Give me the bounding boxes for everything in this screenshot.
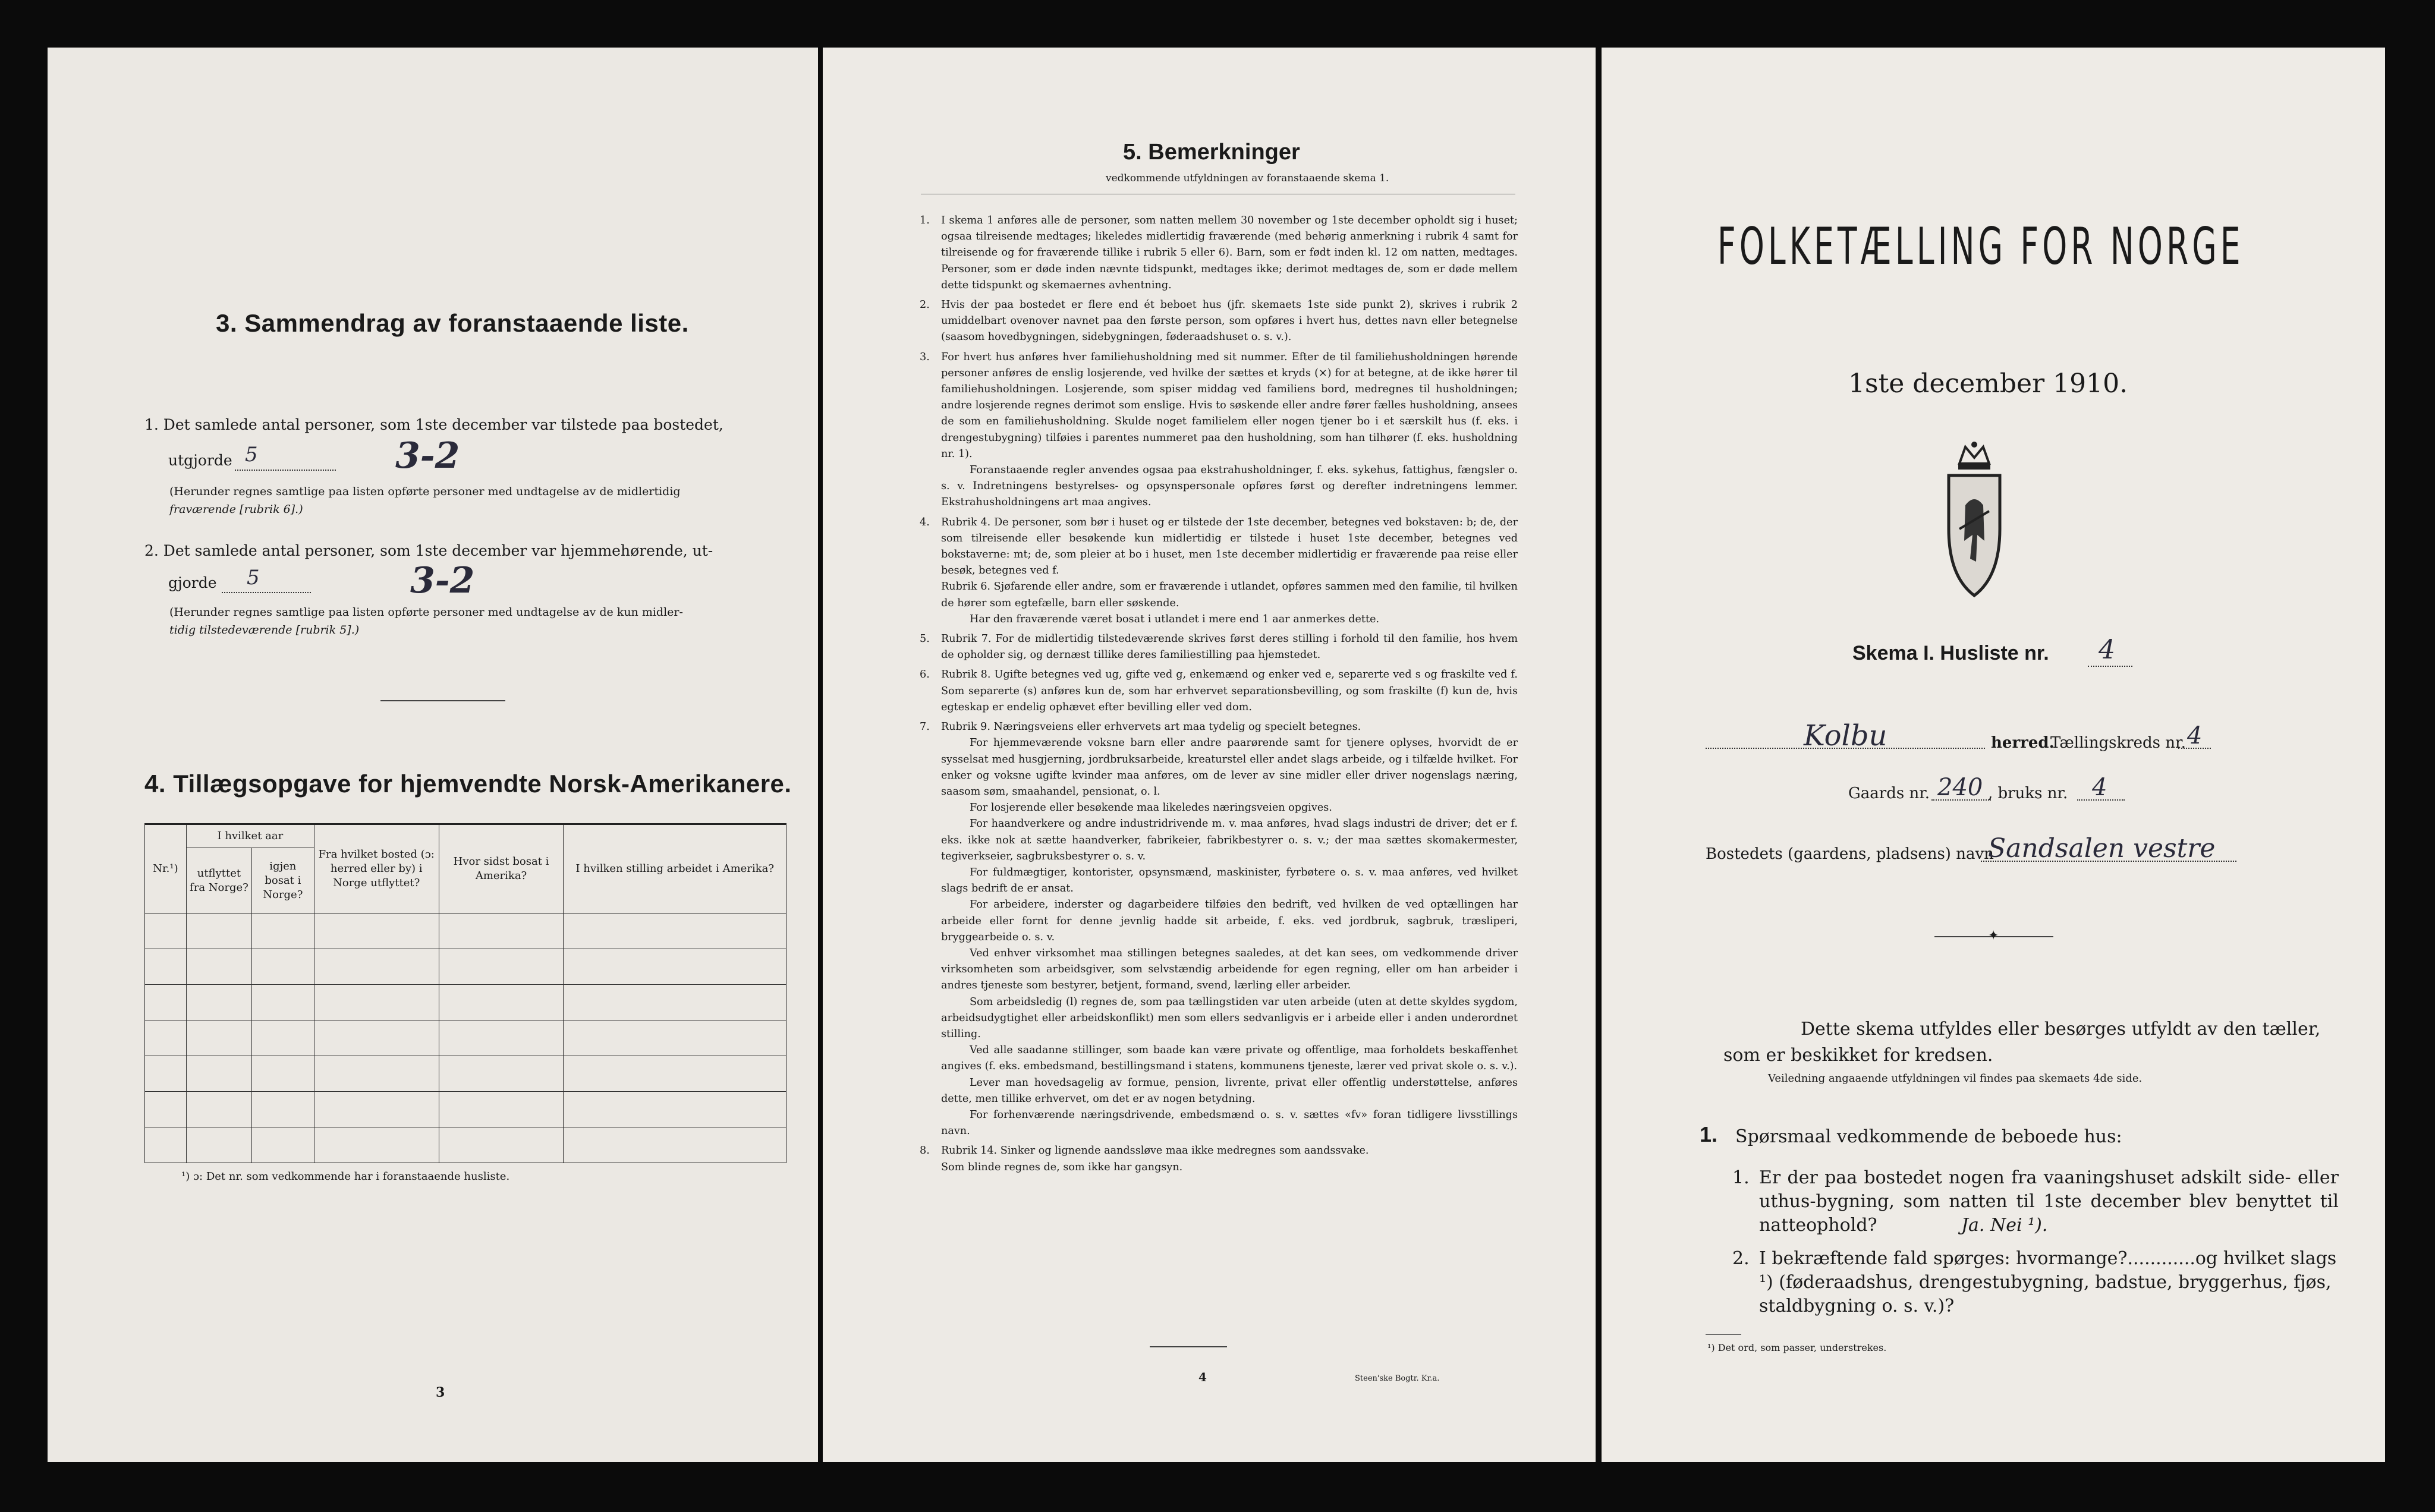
q1-num: 1. bbox=[1732, 1167, 1750, 1188]
q1-answer: Ja. Nei ¹). bbox=[1961, 1215, 2048, 1236]
skema-value: 4 bbox=[2099, 635, 2115, 665]
item2-dotline bbox=[222, 592, 311, 593]
q2-text: I bekræftende fald spørges: hvormange?............og hvilket slags ¹) (føderaadshus, drengestubygning, badstue, bryggerhus, fjøs, staldbygning o. s. v.)? bbox=[1759, 1248, 2337, 1316]
skema-label: Skema I. Husliste nr. bbox=[1852, 642, 2049, 664]
remark-item-7-para6: For arbeidere, inderster og dagarbeidere tilføies den bedrift, ved hvilken de ved optællingen har arbeide eller fornt for denne jevnlig hadde sit arbeide, f. eks. ved jordbruk, sagbruk, træsliperi, bryggearbeide o. s. v. bbox=[941, 899, 1518, 943]
gaards-value: 240 bbox=[1937, 774, 1983, 801]
section4-title: 4. Tillægsopgave for hjemvendte Norsk-Amerikanere. bbox=[144, 770, 792, 798]
remark-item-1: 1. I skema 1 anføres alle de personer, som natten mellem 30 november og 1ste december opholdt sig i huset; ogsaa tilreisende medtages; likeledes midlertidig fraværende (med behørig anmerkning i rubrik 4 samt for tilreisende og for fraværende tillike i rubrik 5 eller 6). Barn, som er født inden kl. 12 om natten, medtages. Personer, som er døde inden nævnte tidspunkt, medtages ikke; derimot medtages de, som er døde mellem dette tidspunkt og skemaernes avhentning. bbox=[920, 215, 1518, 291]
table-row bbox=[145, 914, 787, 949]
ornament-icon: ✦ bbox=[1988, 928, 1999, 943]
remarks-end-rule bbox=[1150, 1346, 1227, 1347]
remark-item-8: 8. Rubrik 14. Sinker og lignende aandssløve maa ikke medregnes som aandssvake. bbox=[920, 1145, 1369, 1157]
right-page bbox=[1602, 48, 2385, 1462]
q-heading-num: 1. bbox=[1700, 1122, 1718, 1146]
herred-value: Kolbu bbox=[1804, 719, 1887, 752]
kreds-label: Tællingskreds nr. bbox=[2050, 734, 2186, 752]
section4-footnote: ¹) ɔ: Det nr. som vedkommende har i foranstaaende husliste. bbox=[181, 1170, 510, 1183]
norsk-amerikanere-table bbox=[144, 823, 787, 1163]
intro-text: Dette skema utfyldes eller besørges utfyldt av den tæller, som er beskikket for kredsen. bbox=[1723, 1019, 2321, 1066]
remark-item-8-para2: Som blinde regnes de, som ikke har gangsyn. bbox=[941, 1161, 1183, 1173]
section-divider bbox=[380, 700, 505, 701]
herred-label: herred. bbox=[1991, 734, 2055, 752]
section3-title: 3. Sammendrag av foranstaaende liste. bbox=[216, 309, 689, 337]
section3-item2-value: 5 bbox=[247, 566, 260, 590]
remark-item-7-para7: Ved enhver virksomhet maa stillingen betegnes saaledes, at det kan sees, om vedkommende driver virksomheten som arbeidsgiver, som selvstændig arbeidende for egen regning, eller om han arbeider i andres tjeneste som bestyrer, betjent, formand, svend, lærling eller arbeider. bbox=[941, 947, 1518, 992]
remarks-subtitle: vedkommende utfyldningen av foranstaaende skema 1. bbox=[1106, 172, 1389, 184]
section3-item2-prefix: gjorde bbox=[168, 574, 217, 591]
table-row bbox=[145, 1127, 787, 1163]
remark-item-2: 2. Hvis der paa bostedet er flere end ét beboet hus (jfr. skemaets 1ste side punkt 2), skrives i rubrik 2 umiddelbart ovenover navnet paa den første person, som opføres i hvert hus, dettes navn eller betegnelse (saasom hovedbygningen, sidebygningen, føderaadshuset o. s. v.). bbox=[920, 299, 1518, 344]
page-number-3: 3 bbox=[436, 1385, 445, 1400]
section3-item1-value: 5 bbox=[245, 443, 258, 467]
remark-item-4-para3: Har den fraværende været bosat i utlandet i mere end 1 aar anmerkes dette. bbox=[970, 613, 1380, 625]
intro-note: Veiledning angaaende utfyldningen vil findes paa skemaets 4de side. bbox=[1768, 1072, 2143, 1085]
kreds-value: 4 bbox=[2187, 722, 2203, 749]
bruks-label: , bruks nr. bbox=[1988, 785, 2068, 802]
printer-imprint: Steen'ske Bogtr. Kr.a. bbox=[1355, 1374, 1440, 1383]
census-date: 1ste december 1910. bbox=[1848, 368, 2128, 399]
remark-item-4-para2: Rubrik 6. Sjøfarende eller andre, som er fraværende i utlandet, opføres sammen med den familie, til hvilken de hører som egtefælle, barn eller søskende. bbox=[941, 581, 1518, 609]
remark-item-7-para2: For hjemmeværende voksne barn eller andre paarørende samt for tjenere oplyses, hvorvidt de er sysselsat med husgjerning, jordbruksarbeide, kreaturstel eller andet slags arbeide, og i tilfælde hvilket. For enker og voksne ugifte kvinder maa anføres, om de lever av sine midler eller driver nogenslags næring, saasom søm, smaahandel, pensionat, o. l. bbox=[941, 737, 1518, 798]
table-row bbox=[145, 949, 787, 985]
coat-of-arms-icon bbox=[1942, 440, 2007, 600]
gaards-label: Gaards nr. bbox=[1848, 785, 1930, 802]
remark-item-4: 4. Rubrik 4. De personer, som bør i huset og er tilstede der 1ste december, betegnes ved bokstaven: b; de, der som tilreisende eller besøkende kun midlertidig er tilstede i huset 1ste december, betegnes ved bokstaverne: mt; de, som pleier at bo i huset, men 1ste december midlertidig er fraværende paa reise eller besøk, betegnes ved f. bbox=[920, 516, 1518, 577]
middle-page bbox=[823, 48, 1596, 1462]
remark-item-3-para2: Foranstaaende regler anvendes ogsaa paa ekstrahusholdninger, f. eks. sykehus, fattighus, fængsler o. s. v. Indretningens bestyrelses- og opsynspersonale opføres først og derefter indretningens lemmer. Ekstrahusholdningens art maa angives. bbox=[941, 464, 1518, 509]
q1-text: Er der paa bostedet nogen fra vaaningshuset adskilt side- eller uthus-bygning, som natten til 1ste december blev benyttet til natteophold? bbox=[1759, 1167, 2339, 1236]
table-row bbox=[145, 985, 787, 1020]
bosted-value: Sandsalen vestre bbox=[1988, 833, 2216, 864]
footnote-rule bbox=[1706, 1334, 1741, 1335]
section3-item2-note1: (Herunder regnes samtlige paa listen opførte personer med undtagelse av de kun midler- bbox=[169, 606, 683, 619]
remark-item-6: 6. Rubrik 8. Ugifte betegnes ved ug, gifte ved g, enkemænd og enker ved e, separerte ved s og fraskilte ved f. Som separerte (s) anføres kun de, som har erhvervet separationsbevilling, og som fraskilte (f) kun de, hvis egteskap er endelig ophævet efter bevilling eller ved dom. bbox=[920, 669, 1518, 713]
section3-item1-handwritten: 3-2 bbox=[395, 435, 460, 477]
section3-item2-line1: 2. Det samlede antal personer, som 1ste december var hjemmehørende, ut- bbox=[144, 542, 713, 559]
section3-item2-handwritten: 3-2 bbox=[410, 560, 475, 601]
remarks-title: 5. Bemerkninger bbox=[1123, 140, 1300, 165]
remarks-list bbox=[920, 213, 1518, 1176]
skema-dotline bbox=[2088, 666, 2132, 667]
remark-item-7-para8: Som arbeidsledig (l) regnes de, som paa tællingstiden var uten arbeide (uten at dette skyldes sygdom, arbeidsudygtighet eller arbeidskonflikt) men som ellers sedvanligvis er i arbeide eller i anden underordnet stilling. bbox=[941, 996, 1518, 1040]
remark-item-3: 3. For hvert hus anføres hver familiehusholdning med sit nummer. Efter de til familiehusholdningen hørende personer anføres de enslig losjerende, ved hvilke der sættes et kryds (×) for at betegne, at de ikke hører til familiehusholdningen. Losjerende, som spiser middag ved familiens bord, medregnes til husholdningen; andre losjerende regnes derimot som enslige. Hvis to søskende eller andre fører fælles husholdning, ansees de som en familiehusholdning. Skulde noget familielem eller nogen tjener bo i et særskilt hus (f. eks. i drengestubygning) tilføies i parentes nummeret paa den husholdning, som han tilhører (f. eks. husholdning nr. 1). bbox=[920, 351, 1518, 460]
header-position: I hvilken stilling arbeidet i Amerika? bbox=[564, 824, 787, 914]
section3-item1-line1: 1. Det samlede antal personer, som 1ste december var tilstede paa bostedet, bbox=[144, 416, 723, 433]
header-year-out: utflyttet fra Norge? bbox=[186, 848, 251, 914]
page-number-4: 4 bbox=[1198, 1370, 1207, 1384]
census-title: FOLKETÆLLING FOR NORGE bbox=[1717, 217, 2244, 276]
left-page bbox=[48, 48, 818, 1462]
right-footnote: ¹) Det ord, som passer, understrekes. bbox=[1707, 1342, 1887, 1353]
header-year-group: I hvilket aar bbox=[186, 824, 314, 848]
header-year-back: igjen bosat i Norge? bbox=[251, 848, 314, 914]
bosted-label: Bostedets (gaardens, pladsens) navn bbox=[1706, 845, 1994, 863]
header-last-place: Hvor sidst bosat i Amerika? bbox=[439, 824, 564, 914]
header-from-place: Fra hvilket bosted (ɔ: herred eller by) i Norge utflyttet? bbox=[314, 824, 439, 914]
remark-item-7-para11: For forhenværende næringsdrivende, embedsmænd o. s. v. sættes «fv» foran tidligere livsstillings navn. bbox=[941, 1108, 1518, 1138]
header-nr: Nr.¹) bbox=[145, 824, 187, 914]
bruks-value: 4 bbox=[2092, 774, 2107, 801]
table-row bbox=[145, 1020, 787, 1056]
table-row bbox=[145, 1056, 787, 1092]
remark-item-5: 5. Rubrik 7. For de midlertidig tilstedeværende skrives først deres stilling i forhold til den familie, hos hvem de opholder sig, og dernæst tillike deres familiestilling paa hjemstedet. bbox=[920, 633, 1518, 662]
table-row bbox=[145, 1092, 787, 1127]
remark-item-7-para3: For losjerende eller besøkende maa likeledes næringsveien opgives. bbox=[970, 802, 1332, 814]
remark-item-7-para5: For fuldmægtiger, kontorister, opsynsmænd, maskinister, fyrbøtere o. s. v. maa anføres, ved hvilket slags bedrift de er ansat. bbox=[941, 866, 1518, 895]
remark-item-7-para4: For haandverkere og andre industridrivende m. v. maa anføres, hvad slags industri de driver; det er f. eks. ikke nok at sætte haandverker, fabrikeier, fabrikbestyrer o. s. v.; der maa sættes skomakermester, tegiverkseier, sagbruksbestyrer o. s. v. bbox=[941, 818, 1518, 862]
section3-item2-note2: tidig tilstedeværende [rubrik 5].) bbox=[169, 623, 360, 637]
section3-item1-prefix: utgjorde bbox=[168, 452, 232, 469]
remark-item-7: 7. Rubrik 9. Næringsveiens eller erhvervets art maa tydelig og specielt betegnes. bbox=[920, 721, 1361, 733]
remark-item-7-para10: Lever man hovedsagelig av formue, pension, livrente, privat eller offentlig understøttelse, anføres dette, men tillike erhvervet, om det er av nogen betydning. bbox=[941, 1076, 1518, 1105]
section3-item1-note2: fraværende [rubrik 6].) bbox=[169, 503, 303, 516]
q-heading: Spørsmaal vedkommende de beboede hus: bbox=[1735, 1126, 2122, 1147]
section3-item1-note1: (Herunder regnes samtlige paa listen opførte personer med undtagelse av de midlertidig bbox=[169, 485, 681, 498]
remark-item-7-para9: Ved alle saadanne stillinger, som baade kan være private og offentlige, maa forholdets beskaffenhet angives (f. eks. embedsmand, bestillingsmand i statens, kommunens tjeneste, lærer ved privat skole o. s. v.). bbox=[941, 1044, 1518, 1073]
q2-num: 2. bbox=[1732, 1248, 1750, 1269]
item1-dotline bbox=[235, 470, 336, 471]
